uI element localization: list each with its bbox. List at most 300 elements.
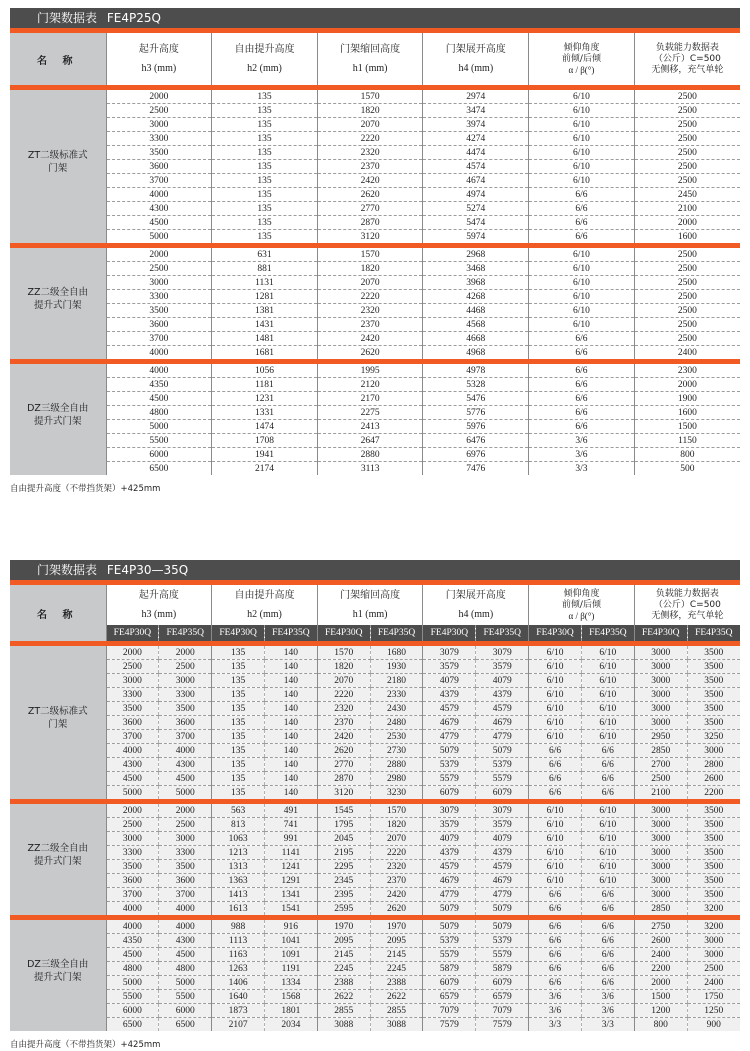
- header-tilt-cn1: 倾仰角度: [563, 42, 600, 53]
- table-cell: 2000: [159, 646, 212, 660]
- table-cell: 2330: [370, 688, 423, 702]
- table-cell: 2500: [634, 772, 687, 786]
- table-row: [10, 160, 740, 174]
- table-cell: 140: [264, 660, 317, 674]
- table-header-row: [10, 33, 740, 85]
- header-h1-en: h1 (mm): [352, 63, 388, 74]
- table-cell: 3000: [634, 674, 687, 688]
- table-title-bar: [10, 8, 740, 28]
- table-cell: 2200: [687, 786, 740, 800]
- table-cell: 6/10: [529, 730, 582, 744]
- table-cell: 1341: [264, 888, 317, 902]
- table-cell: 2600: [687, 772, 740, 786]
- table-cell: 2145: [370, 948, 423, 962]
- table-cell: 3500: [687, 716, 740, 730]
- table-cell: 1570: [317, 90, 423, 104]
- table-row: [10, 90, 740, 104]
- table-cell: 6/6: [581, 948, 634, 962]
- table-cell: 2500: [106, 818, 159, 832]
- table-cell: 6/10: [581, 646, 634, 660]
- table-cell: 3500: [687, 846, 740, 860]
- table-cell: 2500: [634, 262, 740, 276]
- table-cell: 2370: [317, 716, 370, 730]
- table-cell: 5000: [106, 230, 212, 244]
- table-cell: 4800: [106, 406, 212, 420]
- table-cell: 1241: [264, 860, 317, 874]
- table-cell: 2107: [212, 1018, 265, 1032]
- table-cell: 6500: [159, 1018, 212, 1032]
- table-cell: 6/10: [581, 818, 634, 832]
- table-cell: 1750: [687, 990, 740, 1004]
- table-cell: 1406: [212, 976, 265, 990]
- table-cell: 1681: [212, 346, 318, 360]
- header-h2-en: h2 (mm): [247, 609, 282, 620]
- table-cell: 2500: [634, 290, 740, 304]
- table-cell: 900: [687, 1018, 740, 1032]
- table-cell: 2345: [317, 874, 370, 888]
- table-cell: 3088: [370, 1018, 423, 1032]
- table-cell: 3/6: [581, 1004, 634, 1018]
- table-cell: 2420: [317, 730, 370, 744]
- table-cell: 135: [212, 772, 265, 786]
- table-cell: 3500: [687, 646, 740, 660]
- table-cell: 5379: [476, 934, 529, 948]
- mast-type-line2: 提升式门架: [33, 299, 82, 311]
- table-row: [10, 132, 740, 146]
- table-cell: 6476: [423, 434, 529, 448]
- table-cell: 3500: [159, 702, 212, 716]
- table-row: [10, 420, 740, 434]
- table-cell: 6/6: [581, 772, 634, 786]
- header-h2-en: h2 (mm): [247, 63, 282, 74]
- mast-type-line1: DZ三级全自由: [27, 958, 89, 970]
- header-h1-cn: 门架缩回高度: [340, 44, 401, 55]
- mast-type-line1: ZZ二级全自由: [27, 286, 89, 298]
- table-cell: 135: [212, 104, 318, 118]
- table-cell: 6/10: [529, 262, 635, 276]
- table-cell: 3000: [106, 674, 159, 688]
- table-row: [10, 846, 740, 860]
- table-cell: 3000: [106, 118, 212, 132]
- table-cell: 1481: [212, 332, 318, 346]
- table-cell: 2120: [317, 378, 423, 392]
- model-label-fe4p35q: FE4P35Q: [476, 625, 529, 641]
- model-subheader-row: [10, 625, 740, 641]
- table-cell: 6/10: [529, 874, 582, 888]
- table-cell: 2622: [317, 990, 370, 1004]
- table-cell: 7579: [423, 1018, 476, 1032]
- table-cell: 1970: [317, 920, 370, 934]
- table-cell: 1820: [370, 818, 423, 832]
- table-cell: 1250: [687, 1004, 740, 1018]
- model-label-fe4p35q: FE4P35Q: [264, 625, 317, 641]
- table-cell: 3700: [159, 888, 212, 902]
- table-cell: 500: [634, 462, 740, 476]
- model-label-fe4p35q: FE4P35Q: [370, 625, 423, 641]
- table-cell: 5079: [423, 902, 476, 916]
- table-cell: 3120: [317, 230, 423, 244]
- table-cell: 2100: [634, 786, 687, 800]
- table-cell: 2870: [317, 216, 423, 230]
- table-cell: 2180: [370, 674, 423, 688]
- table-cell: 6/10: [581, 860, 634, 874]
- table-cell: 135: [212, 716, 265, 730]
- table-row: [10, 962, 740, 976]
- table-cell: 3974: [423, 118, 529, 132]
- table-cell: 6/10: [581, 716, 634, 730]
- table-cell: 3000: [687, 934, 740, 948]
- table-cell: 6/6: [529, 216, 635, 230]
- table-cell: 6/6: [529, 976, 582, 990]
- table-cell: 3500: [159, 860, 212, 874]
- table-cell: 2500: [634, 160, 740, 174]
- table-cell: 3/6: [529, 1004, 582, 1018]
- table-cell: 2000: [634, 976, 687, 990]
- table-cell: 140: [264, 646, 317, 660]
- table-cell: 4500: [159, 948, 212, 962]
- table-cell: 5976: [423, 420, 529, 434]
- table-cell: 1413: [212, 888, 265, 902]
- table-cell: 5079: [476, 920, 529, 934]
- header-tilt-cn2: 前倾/后倾: [561, 53, 601, 64]
- table-cell: 1150: [634, 434, 740, 448]
- header-load-cn1: 负载能力数据表: [655, 588, 719, 599]
- table-title-bar: [10, 560, 740, 580]
- table-cell: 3000: [106, 832, 159, 846]
- table-cell: 881: [212, 262, 318, 276]
- table-header-row: [10, 585, 740, 625]
- table-cell: 3250: [687, 730, 740, 744]
- table-cell: 4000: [159, 920, 212, 934]
- table-cell: 2070: [317, 276, 423, 290]
- table-cell: 2950: [634, 730, 687, 744]
- table-cell: 4079: [476, 832, 529, 846]
- table-cell: 6/10: [529, 132, 635, 146]
- table-cell: 3000: [634, 702, 687, 716]
- table-cell: 6/10: [529, 818, 582, 832]
- table-row: [10, 646, 740, 660]
- table-cell: 3700: [106, 332, 212, 346]
- table-cell: 1970: [370, 920, 423, 934]
- table-cell: 1600: [634, 406, 740, 420]
- table-cell: 1995: [317, 364, 423, 378]
- table-cell: 6/6: [529, 392, 635, 406]
- header-h1: [317, 33, 423, 85]
- table-cell: 6/6: [581, 786, 634, 800]
- table-cell: 2850: [634, 902, 687, 916]
- table-cell: 1113: [212, 934, 265, 948]
- mast-type-line1: ZT二级标准式: [27, 705, 88, 717]
- table-cell: 6/10: [529, 804, 582, 818]
- table-cell: 4579: [423, 860, 476, 874]
- table-cell: 2300: [634, 364, 740, 378]
- table-cell: 6/6: [529, 406, 635, 420]
- table-cell: 3500: [106, 146, 212, 160]
- header-h3: [106, 585, 212, 625]
- table-cell: 3000: [634, 660, 687, 674]
- header-tilt-en: α / β(°): [568, 64, 595, 75]
- table-cell: 3000: [634, 818, 687, 832]
- table-cell: 6/10: [581, 730, 634, 744]
- table-cell: 4268: [423, 290, 529, 304]
- table-row: [10, 730, 740, 744]
- table-cell: 1056: [212, 364, 318, 378]
- table-cell: 3/6: [529, 448, 635, 462]
- table-cell: 135: [212, 660, 265, 674]
- header-h3: [106, 33, 212, 85]
- table-row: [10, 216, 740, 230]
- mast-type-line1: DZ三级全自由: [27, 402, 89, 414]
- table-cell: 135: [212, 702, 265, 716]
- table-cell: 4300: [159, 758, 212, 772]
- table-row: [10, 976, 740, 990]
- table-row: [10, 1004, 740, 1018]
- table-cell: 3500: [687, 832, 740, 846]
- table-cell: 1363: [212, 874, 265, 888]
- table-cell: 1041: [264, 934, 317, 948]
- table-cell: 3088: [317, 1018, 370, 1032]
- table-cell: 2500: [634, 90, 740, 104]
- table-cell: 2730: [370, 744, 423, 758]
- table-cell: 2000: [634, 216, 740, 230]
- table-cell: 3000: [634, 888, 687, 902]
- table-cell: 135: [212, 90, 318, 104]
- table-cell: 5274: [423, 202, 529, 216]
- table-cell: 135: [212, 758, 265, 772]
- table-cell: 3500: [687, 888, 740, 902]
- table-cell: 1200: [634, 1004, 687, 1018]
- table-cell: 6/6: [529, 364, 635, 378]
- header-tilt: [529, 33, 635, 85]
- table-cell: 4000: [106, 744, 159, 758]
- table-row: [10, 804, 740, 818]
- table-cell: 3600: [159, 874, 212, 888]
- table-cell: 4579: [423, 702, 476, 716]
- table-cell: 1141: [264, 846, 317, 860]
- header-load-cn3: 无侧移，充气单轮: [651, 610, 724, 621]
- table-cell: 2750: [634, 920, 687, 934]
- table-cell: 1181: [212, 378, 318, 392]
- model-label-fe4p30q: FE4P30Q: [317, 625, 370, 641]
- table-cell: 4474: [423, 146, 529, 160]
- table-row: [10, 902, 740, 916]
- table-cell: 6000: [106, 448, 212, 462]
- table-cell: 1680: [370, 646, 423, 660]
- mast-type-name: [10, 364, 106, 475]
- table-cell: 2500: [634, 332, 740, 346]
- table-cell: 6/10: [529, 832, 582, 846]
- table-cell: 563: [212, 804, 265, 818]
- table-cell: 140: [264, 702, 317, 716]
- table-cell: 3500: [106, 702, 159, 716]
- mast-type-line1: ZZ二级全自由: [27, 842, 89, 854]
- model-label-fe4p35q: FE4P35Q: [581, 625, 634, 641]
- table-cell: 4579: [476, 860, 529, 874]
- table-cell: 6/6: [529, 888, 582, 902]
- table-cell: 5579: [423, 948, 476, 962]
- mast-type-line2: 门架: [48, 162, 68, 174]
- header-h1-cn: 门架缩回高度: [340, 590, 401, 601]
- table-cell: 2500: [159, 818, 212, 832]
- table-cell: 2450: [634, 188, 740, 202]
- table-cell: 6/10: [529, 304, 635, 318]
- table-cell: 6/6: [581, 934, 634, 948]
- table-cell: 2195: [317, 846, 370, 860]
- table-cell: 2500: [634, 248, 740, 262]
- table-cell: 2220: [370, 846, 423, 860]
- table-cell: 991: [264, 832, 317, 846]
- table-row: [10, 920, 740, 934]
- table-cell: 6/10: [529, 174, 635, 188]
- table-cell: 5328: [423, 378, 529, 392]
- mast-data-table-fe4p25q: [10, 8, 740, 495]
- table-title-model: FE4P30—35Q: [106, 563, 189, 577]
- table-cell: 7579: [476, 1018, 529, 1032]
- header-h3-en: h3 (mm): [141, 609, 177, 620]
- table-cell: 3474: [423, 104, 529, 118]
- table-cell: 2145: [317, 948, 370, 962]
- table-row: [10, 934, 740, 948]
- table-cell: 3000: [634, 688, 687, 702]
- table-cell: 6/10: [529, 290, 635, 304]
- table-cell: 5879: [423, 962, 476, 976]
- table-cell: 5000: [106, 786, 159, 800]
- table-cell: 2000: [159, 804, 212, 818]
- header-h2-cn: 自由提升高度: [234, 44, 295, 55]
- table-cell: 6079: [423, 976, 476, 990]
- table-cell: 6976: [423, 448, 529, 462]
- table-cell: 3500: [106, 860, 159, 874]
- table-cell: 4574: [423, 160, 529, 174]
- table-cell: 2700: [634, 758, 687, 772]
- table-cell: 3500: [687, 660, 740, 674]
- header-load: [634, 585, 740, 625]
- table-cell: 5776: [423, 406, 529, 420]
- table-cell: 4974: [423, 188, 529, 202]
- table-cell: 1431: [212, 318, 318, 332]
- table-cell: 3500: [687, 860, 740, 874]
- table-cell: 3/3: [529, 1018, 582, 1032]
- header-tilt-cn1: 倾仰角度: [563, 588, 600, 599]
- table-cell: 2850: [634, 744, 687, 758]
- table-cell: 2500: [106, 660, 159, 674]
- table-cell: 2620: [317, 188, 423, 202]
- table-cell: 6/10: [529, 248, 635, 262]
- table-cell: 6/10: [581, 804, 634, 818]
- table-cell: 2320: [317, 702, 370, 716]
- table-cell: 6/10: [529, 674, 582, 688]
- table-cell: 6/10: [529, 716, 582, 730]
- table-cell: 4079: [423, 674, 476, 688]
- table-cell: 4568: [423, 318, 529, 332]
- table-cell: 5476: [423, 392, 529, 406]
- table-title-cn: 门架数据表: [37, 563, 98, 577]
- table-cell: 1873: [212, 1004, 265, 1018]
- table-cell: 3000: [106, 276, 212, 290]
- table-cell: 2200: [634, 962, 687, 976]
- table-cell: 6/6: [529, 934, 582, 948]
- table-cell: 6/6: [529, 786, 582, 800]
- table-cell: 4779: [423, 730, 476, 744]
- table-cell: 6/6: [581, 920, 634, 934]
- table-cell: 1570: [317, 646, 370, 660]
- table-row: [10, 202, 740, 216]
- table-row: [10, 716, 740, 730]
- table-title-model: FE4P25Q: [106, 11, 161, 25]
- table-cell: 4679: [423, 874, 476, 888]
- table-cell: 2500: [106, 262, 212, 276]
- table-cell: 2320: [317, 146, 423, 160]
- table-cell: 2275: [317, 406, 423, 420]
- table-cell: 3300: [106, 846, 159, 860]
- table-cell: 6/10: [581, 846, 634, 860]
- header-h4-cn: 门架展开高度: [445, 44, 506, 55]
- table-cell: 3579: [423, 660, 476, 674]
- table-cell: 2220: [317, 688, 370, 702]
- table-cell: 2070: [317, 674, 370, 688]
- table-cell: 6/10: [529, 146, 635, 160]
- table-cell: 3579: [476, 660, 529, 674]
- table-cell: 813: [212, 818, 265, 832]
- table-cell: 916: [264, 920, 317, 934]
- table-cell: 2500: [634, 104, 740, 118]
- table-cell: 3500: [687, 702, 740, 716]
- table-cell: 4500: [106, 772, 159, 786]
- table-cell: 1941: [212, 448, 318, 462]
- table-row: [10, 832, 740, 846]
- table-cell: 5379: [476, 758, 529, 772]
- table-cell: 3000: [687, 948, 740, 962]
- table-cell: 2220: [317, 290, 423, 304]
- table-cell: 1313: [212, 860, 265, 874]
- table-cell: 6079: [423, 786, 476, 800]
- table-cell: 5079: [423, 920, 476, 934]
- table-cell: 2170: [317, 392, 423, 406]
- table-cell: 2320: [370, 860, 423, 874]
- table-cell: 4000: [159, 744, 212, 758]
- table-cell: 3079: [423, 804, 476, 818]
- table-cell: 6/10: [529, 90, 635, 104]
- table-cell: 2870: [317, 772, 370, 786]
- table-cell: 2974: [423, 90, 529, 104]
- header-h2: [212, 585, 318, 625]
- table-cell: 3200: [687, 920, 740, 934]
- table-cell: 6/6: [529, 744, 582, 758]
- table-cell: 2045: [317, 832, 370, 846]
- table-cell: 3000: [159, 832, 212, 846]
- table1-grid: [10, 33, 740, 475]
- table-cell: 135: [212, 230, 318, 244]
- table-row: [10, 378, 740, 392]
- table-cell: 6/6: [581, 758, 634, 772]
- table-row: [10, 860, 740, 874]
- model-label-fe4p30q: FE4P30Q: [423, 625, 476, 641]
- table-cell: 1163: [212, 948, 265, 962]
- table-row: [10, 888, 740, 902]
- table-cell: 6/6: [529, 772, 582, 786]
- header-h4-cn: 门架展开高度: [445, 590, 506, 601]
- table-cell: 6/6: [529, 920, 582, 934]
- table-cell: 6/10: [529, 160, 635, 174]
- table-cell: 1708: [212, 434, 318, 448]
- table-cell: 4679: [476, 874, 529, 888]
- table-cell: 631: [212, 248, 318, 262]
- table-cell: 135: [212, 118, 318, 132]
- table-cell: 3000: [634, 874, 687, 888]
- table-cell: 2000: [634, 378, 740, 392]
- table-cell: 2620: [317, 744, 370, 758]
- table-title-cn: 门架数据表: [37, 11, 98, 25]
